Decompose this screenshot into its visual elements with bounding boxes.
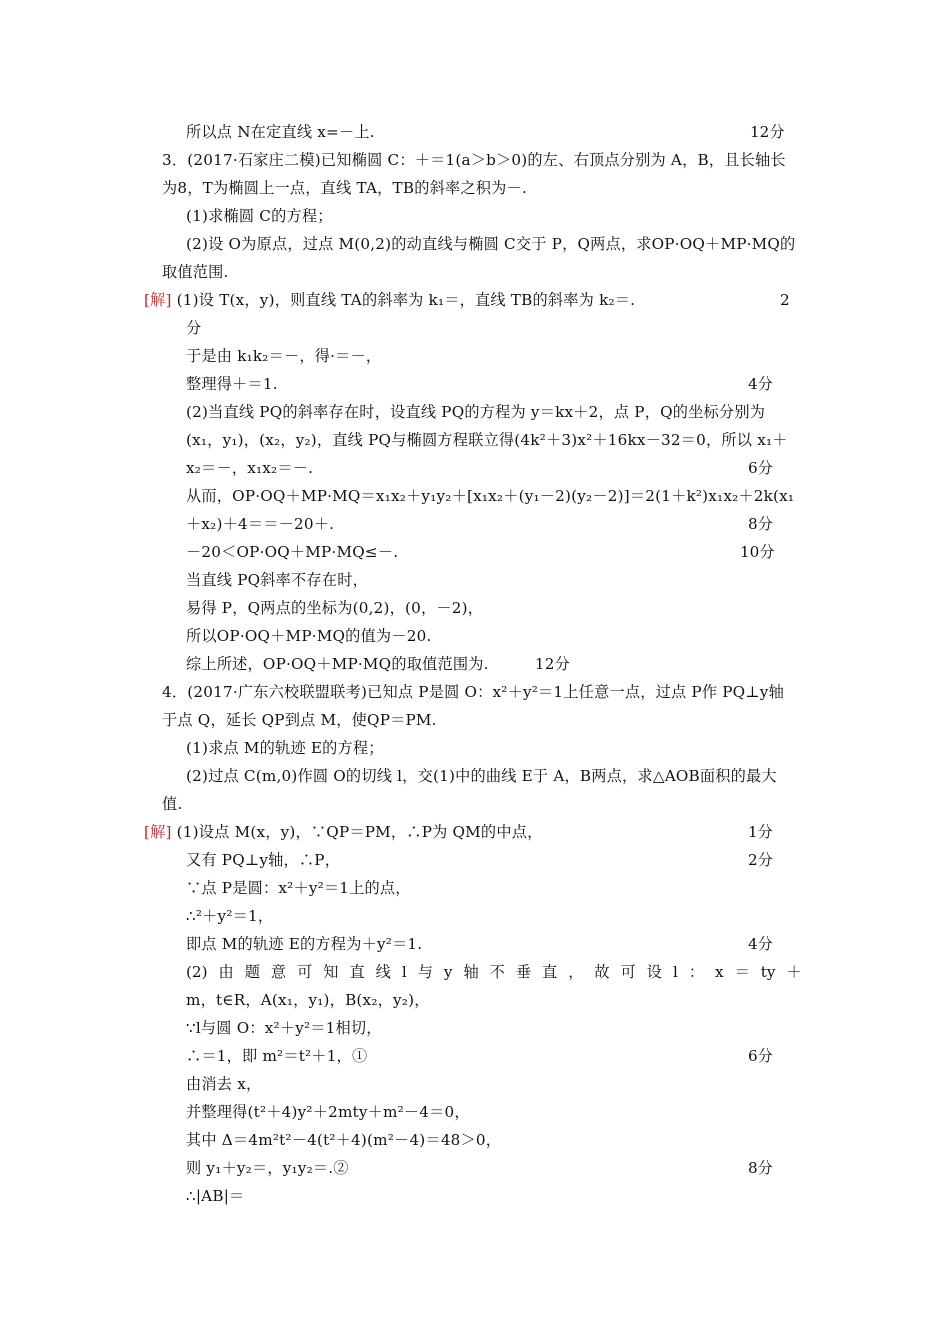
line-text: ∴²＋y²＝1， <box>186 907 274 925</box>
line-text: 其中 Δ＝4m²t²－4(t²＋4)(m²－4)＝48＞0， <box>186 1131 502 1149</box>
text-line <box>162 710 437 730</box>
text-line <box>186 906 273 926</box>
text-line <box>162 150 786 170</box>
line-token: y <box>443 963 453 981</box>
solution-marker: [解] <box>144 823 172 841</box>
score-label: 12分 <box>750 123 785 141</box>
text-line <box>186 346 381 366</box>
line-text: 值. <box>162 795 183 813</box>
score-label: 4分 <box>748 935 773 953</box>
text-line <box>186 850 340 870</box>
line-token: 线 <box>375 963 391 981</box>
line-text: 分 <box>186 319 202 337</box>
line-token: l <box>401 963 407 981</box>
text-line <box>186 1130 501 1150</box>
line-token: x <box>715 963 724 981</box>
line-text: 4．(2017·广东六校联盟联考)已知点 P是圆 O：x²＋y²＝1上任意一点，过点 P作 PQ⊥y轴 <box>162 683 784 701</box>
line-text: (1)求点 M的轨迹 E的方程； <box>186 739 384 757</box>
text-line <box>162 794 182 814</box>
line-token: 直 <box>542 963 558 981</box>
line-token: 可 <box>620 963 636 981</box>
line-text: 又有 PQ⊥y轴，∴P， <box>186 851 341 869</box>
text-line <box>186 1018 382 1038</box>
line-token: ty <box>760 963 776 981</box>
line-text: x₂＝－，x₁x₂＝－. <box>186 459 314 477</box>
line-text: 从而，OP·OQ＋MP·MQ＝x₁x₂＋y₁y₂＋[x₁x₂＋(y₁－2)(y₂－2)]＝2(1＋k²)x₁x₂＋2k(x₁ <box>186 487 795 505</box>
line-text: (2)当直线 PQ的斜率存在时，设直线 PQ的方程为 y＝kx＋2，点 P，Q的坐标分别为 <box>186 403 766 421</box>
text-line <box>186 1102 470 1122</box>
line-text: －20＜OP·OQ＋MP·MQ≤－. <box>186 543 399 561</box>
text-line <box>186 318 201 338</box>
line-token: 不 <box>489 963 505 981</box>
line-token: (2) <box>186 963 208 981</box>
text-line <box>144 822 543 842</box>
solution-marker: [解] <box>144 291 172 309</box>
line-text: 并整理得(t²＋4)y²＋2mty＋m²－4＝0， <box>186 1103 470 1121</box>
score-label: 10分 <box>740 543 775 561</box>
line-token: 垂 <box>515 963 532 981</box>
text-line <box>186 990 430 1010</box>
text-line <box>186 1046 367 1066</box>
line-token: 可 <box>297 963 313 981</box>
text-line <box>186 934 422 954</box>
text-line <box>186 878 411 898</box>
line-text: 于点 Q，延长 QP到点 M，使QP＝PM. <box>162 711 437 729</box>
justified-text-line <box>186 962 802 982</box>
text-line <box>186 766 777 786</box>
score-label: 2分 <box>748 851 773 869</box>
line-text: m，t∈R，A(x₁，y₁)，B(x₂，y₂)， <box>186 991 430 1009</box>
line-token: 故 <box>594 963 610 981</box>
line-text: (1)设 T(x，y)，则直线 TA的斜率为 k₁＝，直线 TB的斜率为 k₂＝. <box>176 291 636 309</box>
line-token: 与 <box>417 963 433 981</box>
line-token: l <box>672 963 678 981</box>
text-line <box>186 570 368 590</box>
line-token: ： <box>688 963 705 981</box>
line-token: 题 <box>244 963 260 981</box>
line-token: ， <box>568 963 584 981</box>
line-text: 为8，T为椭圆上一点，直线 TA，TB的斜率之积为－. <box>162 179 527 197</box>
line-text: 3．(2017·石家庄二模)已知椭圆 C：＋＝1(a＞b＞0)的左、右顶点分别为 A，B，且长轴长 <box>162 151 786 169</box>
text-line <box>186 1158 349 1178</box>
text-line <box>186 374 278 394</box>
line-text: 所以OP·OQ＋MP·MQ的值为－20. <box>186 627 432 645</box>
score-label: 8分 <box>748 1159 773 1177</box>
line-text: 即点 M的轨迹 E的方程为＋y²＝1. <box>186 935 423 953</box>
line-token: 意 <box>270 963 287 981</box>
text-line <box>186 542 398 562</box>
score-label: 4分 <box>748 375 773 393</box>
line-token: 直 <box>349 963 365 981</box>
text-line <box>162 262 229 282</box>
text-line <box>186 626 431 646</box>
line-text: ∴＝1，即 m²＝t²＋1，① <box>186 1047 368 1065</box>
line-text: (2)过点 C(m,0)作圆 O的切线 l，交(1)中的曲线 E于 A，B两点，求△AOB面积的最大 <box>186 767 777 785</box>
text-line <box>186 486 794 506</box>
text-line <box>186 206 333 226</box>
line-text: ＋x₂)＋4＝＝－20＋. <box>186 515 335 533</box>
score-label: 6分 <box>748 1047 773 1065</box>
text-line <box>186 122 375 142</box>
text-line <box>186 1074 261 1094</box>
text-line <box>162 178 527 198</box>
text-line <box>186 234 795 254</box>
line-text: 于是由 k₁k₂＝－，得·＝－， <box>186 347 382 365</box>
text-line <box>186 430 788 450</box>
line-text: ∵点 P是圆：x²＋y²＝1上的点， <box>186 879 411 897</box>
line-text: 则 y₁＋y₂＝，y₁y₂＝.② <box>186 1159 349 1177</box>
text-line <box>186 514 334 534</box>
line-token: ＝ <box>734 963 750 981</box>
line-text: ∴|AB|＝ <box>186 1187 245 1205</box>
line-text: 整理得＋＝1. <box>186 375 278 393</box>
line-text: 由消去 x， <box>186 1075 262 1093</box>
text-line <box>186 402 765 422</box>
line-token: 轴 <box>463 963 479 981</box>
text-line <box>162 682 784 702</box>
line-text: 取值范围. <box>162 263 229 281</box>
line-text: ∵l与圆 O：x²＋y²＝1相切， <box>186 1019 382 1037</box>
line-token: 设 <box>646 963 662 981</box>
line-text: 当直线 PQ斜率不存在时， <box>186 571 368 589</box>
text-line <box>186 598 483 618</box>
line-text: (1)求椭圆 C的方程； <box>186 207 333 225</box>
line-text: (1)设点 M(x，y)，∵QP＝PM，∴P为 QM的中点， <box>176 823 543 841</box>
text-line <box>186 458 313 478</box>
line-token: 由 <box>218 963 234 981</box>
score-label: 6分 <box>748 459 773 477</box>
text-line <box>186 738 384 758</box>
line-text: 综上所述，OP·OQ＋MP·MQ的取值范围为. 12分 <box>186 655 570 673</box>
line-text: 所以点 N在定直线 x=－上. <box>186 123 375 141</box>
line-token: 知 <box>323 963 339 981</box>
text-line <box>186 1186 244 1206</box>
line-token: ＋ <box>786 963 802 981</box>
line-text: (x₁，y₁)，(x₂，y₂)，直线 PQ与椭圆方程联立得(4k²＋3)x²＋16kx－32＝0，所以 x₁＋ <box>186 431 788 449</box>
score-label: 8分 <box>748 515 773 533</box>
text-line <box>186 654 570 674</box>
line-text: 易得 P，Q两点的坐标为(0,2)，(0，－2)， <box>186 599 484 617</box>
score-label: 2 <box>780 291 790 309</box>
text-line <box>144 290 635 310</box>
line-text: (2)设 O为原点，过点 M(0,2)的动直线与椭圆 C交于 P，Q两点，求OP·OQ＋MP·MQ的 <box>186 235 796 253</box>
score-label: 1分 <box>748 823 773 841</box>
